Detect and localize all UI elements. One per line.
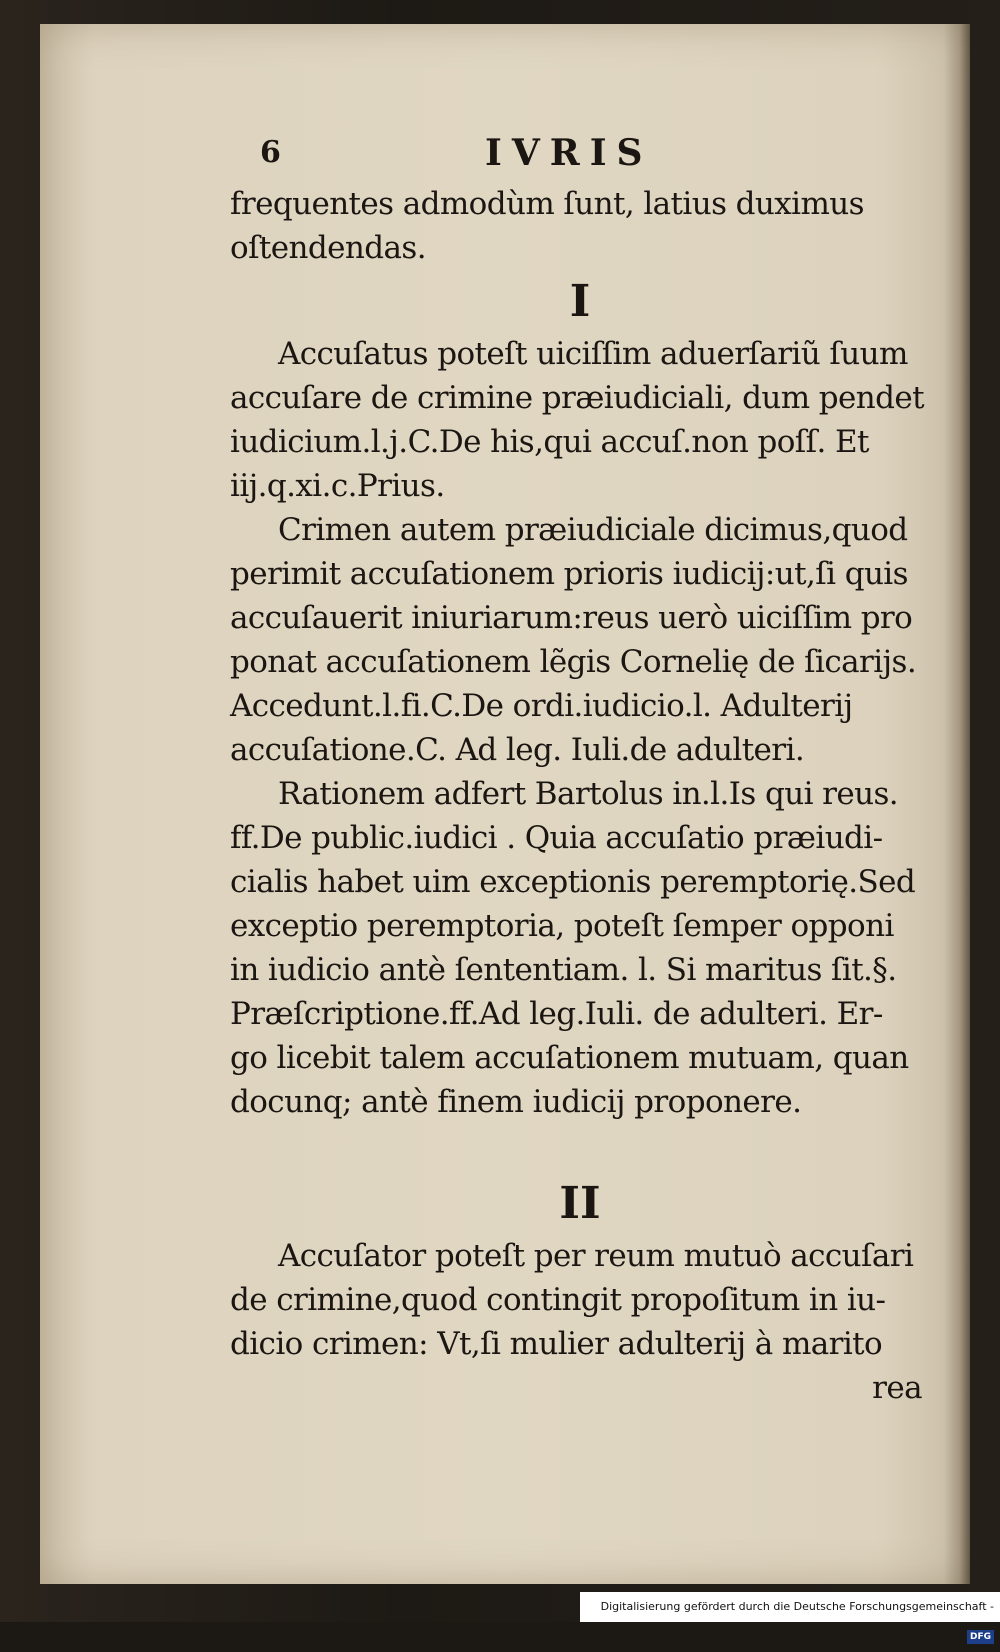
text-line: Accuſator poteſt per reum mutuò accuſari [278, 1238, 914, 1274]
text-line: de crimine,quod contingit propoſitum in iu- [230, 1282, 886, 1318]
text-line: accuſare de crimine præiudiciali, dum pendet [230, 380, 924, 416]
text-line: ff.De public.iudici . Quia accuſatio præiudi- [230, 820, 883, 856]
text-line: Præſcriptione.ff.Ad leg.Iuli. de adulteri. Er- [230, 996, 883, 1032]
dfg-logo-icon: DFG [967, 1630, 994, 1644]
text-line: cialis habet uim exceptionis peremptorię.Sed [230, 864, 916, 900]
text-line: iudicium.l.j.C.De his,qui accuſ.non poſſ. Et [230, 424, 869, 460]
text-line: Crimen autem præiudiciale dicimus,quod [278, 512, 908, 548]
text-line: docunq; antè finem iudicij proponere. [230, 1084, 802, 1120]
text-line: in iudicio antè ſententiam. l. Si maritus ſit.§. [230, 952, 897, 988]
text-line: oſtendendas. [230, 230, 426, 266]
section-gap [230, 1124, 930, 1172]
text-line: go licebit talem accuſationem mutuam, quan [230, 1040, 909, 1076]
page-edge-shadow [944, 24, 970, 1584]
text-line: Accuſatus poteſt uiciſſim aduerſariũ ſuum [278, 336, 908, 372]
section-number: II [559, 1178, 601, 1229]
text-line: Accedunt.l.fi.C.De ordi.iudicio.l. Adulterij [230, 688, 853, 724]
text-line: exceptio peremptoria, poteſt ſemper opponi [230, 908, 894, 944]
text-line: iij.q.xi.c.Prius. [230, 468, 445, 504]
text-line: ponat accuſationem lẽgis Cornelię de ſicarijs. [230, 644, 917, 680]
running-head [230, 124, 930, 182]
running-head-title: IVRIS [485, 132, 653, 174]
page-number: 6 [260, 135, 281, 170]
page-text-block [230, 124, 930, 1410]
text-line: perimit accuſationem prioris iudicij:ut,ſi quis [230, 556, 908, 592]
book-page [40, 24, 970, 1584]
text-line: accuſauerit iniuriarum:reus uerò uiciſſim pro [230, 600, 913, 636]
text-line: Rationem adfert Bartolus in.l.Is qui reus. [278, 776, 899, 812]
text-line: accuſatione.C. Ad leg. Iuli.de adulteri. [230, 732, 805, 768]
text-line: dicio crimen: Vt,ſi mulier adulterij à marito [230, 1326, 883, 1362]
digitization-credit [580, 1592, 1000, 1642]
catchword: rea [872, 1370, 922, 1406]
text-line: frequentes admodùm ſunt, latius duximus [230, 186, 864, 222]
credit-text: Digitalisierung gefördert durch die Deutsche Forschungsgemeinschaft - [600, 1600, 994, 1613]
section-number: I [569, 276, 591, 327]
